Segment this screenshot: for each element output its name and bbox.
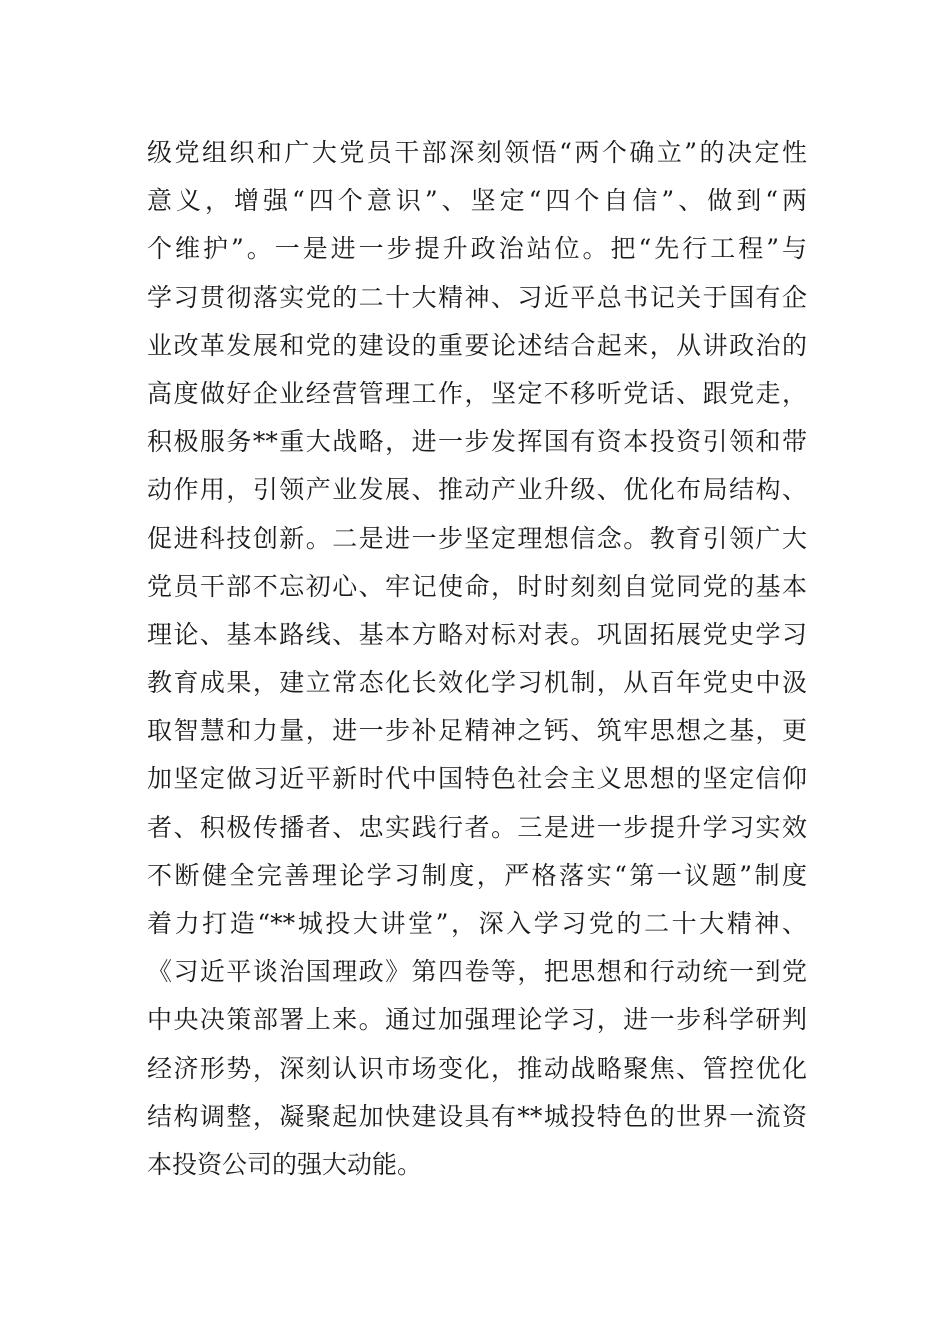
text-line-4: 学习贯彻落实党的二十大精神、习近平总书记关于国有企 <box>147 282 807 312</box>
text-line-20: 经济形势，深刻认识市场变化，推动战略聚焦、管控优化 <box>147 1053 807 1083</box>
text-line-10: 党员干部不忘初心、牢记使命，时时刻刻自觉同党的基本 <box>147 571 807 601</box>
text-line-2: 意义，增强“四个意识”、坚定“四个自信”、做到“两 <box>147 186 807 216</box>
text-line-14: 加坚定做习近平新时代中国特色社会主义思想的坚定信仰 <box>147 764 807 794</box>
text-line-9: 促进科技创新。二是进一步坚定理想信念。教育引领广大 <box>147 523 807 553</box>
text-line-6: 高度做好企业经营管理工作，坚定不移听党话、跟党走， <box>147 378 807 408</box>
text-line-17: 着力打造“**城投大讲堂”，深入学习党的二十大精神、 <box>147 909 807 938</box>
body-paragraph <box>147 129 807 1189</box>
text-line-11: 理论、基本路线、基本方略对标对表。巩固拓展党史学习 <box>147 619 807 649</box>
text-line-19: 中央决策部署上来。通过加强理论学习，进一步科学研判 <box>147 1005 807 1035</box>
text-line-13: 取智慧和力量，进一步补足精神之钙、筑牢思想之基，更 <box>147 716 807 746</box>
text-line-15: 者、积极传播者、忠实践行者。三是进一步提升学习实效 <box>147 812 807 842</box>
text-line-3: 个维护”。一是进一步提升政治站位。把“先行工程”与 <box>147 234 807 264</box>
text-line-5: 业改革发展和党的建设的重要论述结合起来，从讲政治的 <box>147 330 807 360</box>
text-line-21: 结构调整，凝聚起加快建设具有**城投特色的世界一流资 <box>147 1101 807 1131</box>
text-line-12: 教育成果，建立常态化长效化学习机制，从百年党史中汲 <box>147 668 807 698</box>
text-line-22: 本投资公司的强大动能。 <box>147 1149 423 1179</box>
text-line-8: 动作用，引领产业发展、推动产业升级、优化布局结构、 <box>147 475 807 505</box>
text-line-16: 不断健全完善理论学习制度，严格落实“第一议题”制度 <box>147 860 807 890</box>
text-line-18: 《习近平谈治国理政》第四卷等，把思想和行动统一到党 <box>147 957 807 987</box>
text-line-7: 积极服务**重大战略，进一步发挥国有资本投资引领和带 <box>147 427 807 457</box>
text-line-1: 级党组织和广大党员干部深刻领悟“两个确立”的决定性 <box>147 138 807 167</box>
